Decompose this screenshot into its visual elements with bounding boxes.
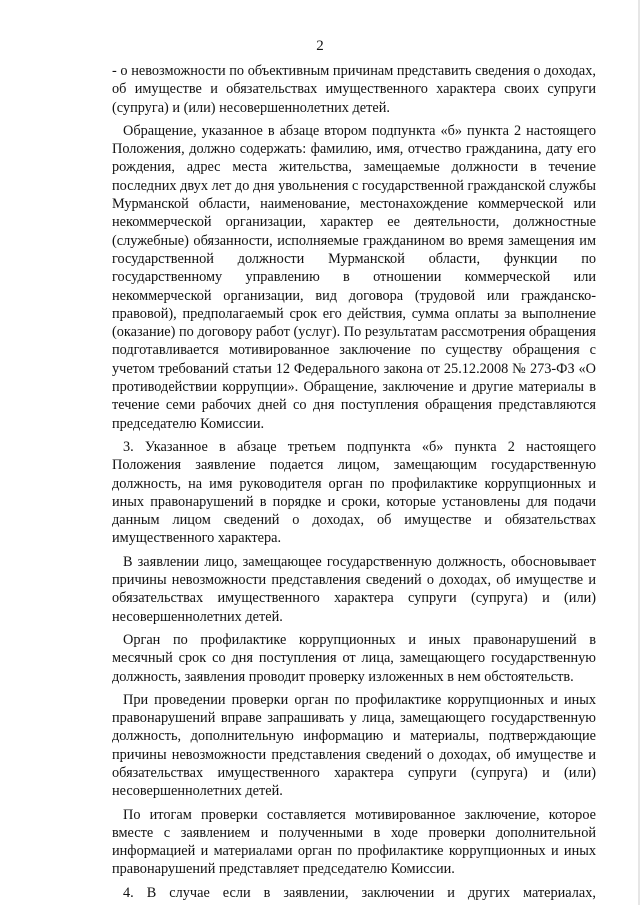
paragraph-application-justification: В заявлении лицо, замещающее государственную должность, обосновывает причины невозможности представления сведений о доходах, об имуществе и обязательствах имущественного характера супруги (супруга) и (или) несовершеннолетних детей. bbox=[112, 553, 596, 625]
paragraph-impossibility-clause: - о невозможности по объективным причинам представить сведения о доходах, об имуществе и обязательствах имущественного характера своих супруги (супруга) и (или) несовершеннолетних детей. bbox=[112, 63, 596, 116]
paragraph-appeal-contents: Обращение, указанное в абзаце втором подпункта «б» пункта 2 настоящего Положения, должно содержать: фамилию, имя, отчество гражданина, дату его рождения, адрес места жительства, замещаемые должности в течение последних двух лет до дня увольнения с государственной гражданской службы Мурманской области, наименование, местонахождение коммерческой или некоммерческой организации, характер ее деятельности, должностные (служебные) обязанности, исполняемые гражданином во время замещения им государственной должности Мурманской области, функции по государственному управлению в отношении коммерческой или некоммерческой организации, вид договора (трудовой или гражданско-правовой), предполагаемый срок его действия, сумма оплаты за выполнение (оказание) по договору работ (услуг). По результатам рассмотрения обращения подготавливается мотивированное заключение по существу обращения с учетом требований статьи 12 Федерального закона от 25.12.2008 № 273-ФЗ «О противодействии коррупции». Обращение, заключение и другие материалы в течение семи рабочих дней со дня поступления обращения представляются председателю Комиссии. bbox=[112, 122, 596, 432]
paragraph-verification-result: По итогам проверки составляется мотивированное заключение, которое вместе с заявлением и полученными в ходе проверки дополнительной информацией и материалами орган по профилактике коррупционных и иных правонарушений представляет председателю Комиссии. bbox=[112, 806, 596, 878]
paragraph-verification-term: Орган по профилактике коррупционных и иных правонарушений в месячный срок со дня поступления от лица, замещающего государственную должность, заявления проводит проверку изложенных в нем обстоятельств. bbox=[112, 631, 596, 685]
page-number: 2 bbox=[316, 38, 324, 54]
paragraph-section-3-application: 3. Указанное в абзаце третьем подпункта «б» пункта 2 настоящего Положения заявление подается лицом, замещающим государственную должность, на имя руководителя орган по профилактике коррупционных и иных правонарушений в порядке и сроки, которые установлены для подачи данным лицом сведений о доходах, об имуществе и обязательствах имущественного характера. bbox=[112, 438, 596, 547]
paragraph-section-4-start: 4. В случае если в заявлении, заключении и других материалах, bbox=[123, 884, 596, 901]
document-body bbox=[112, 62, 596, 902]
paragraph-verification-requests: При проведении проверки орган по профилактике коррупционных и иных правонарушений вправе запрашивать у лица, замещающего государственную должность, дополнительную информацию и материалы, подтверждающие причины невозможности представления сведений о доходах, об имуществе и обязательствах имущественного характера супруги (супруга) и (или) несовершеннолетних детей. bbox=[112, 691, 596, 800]
